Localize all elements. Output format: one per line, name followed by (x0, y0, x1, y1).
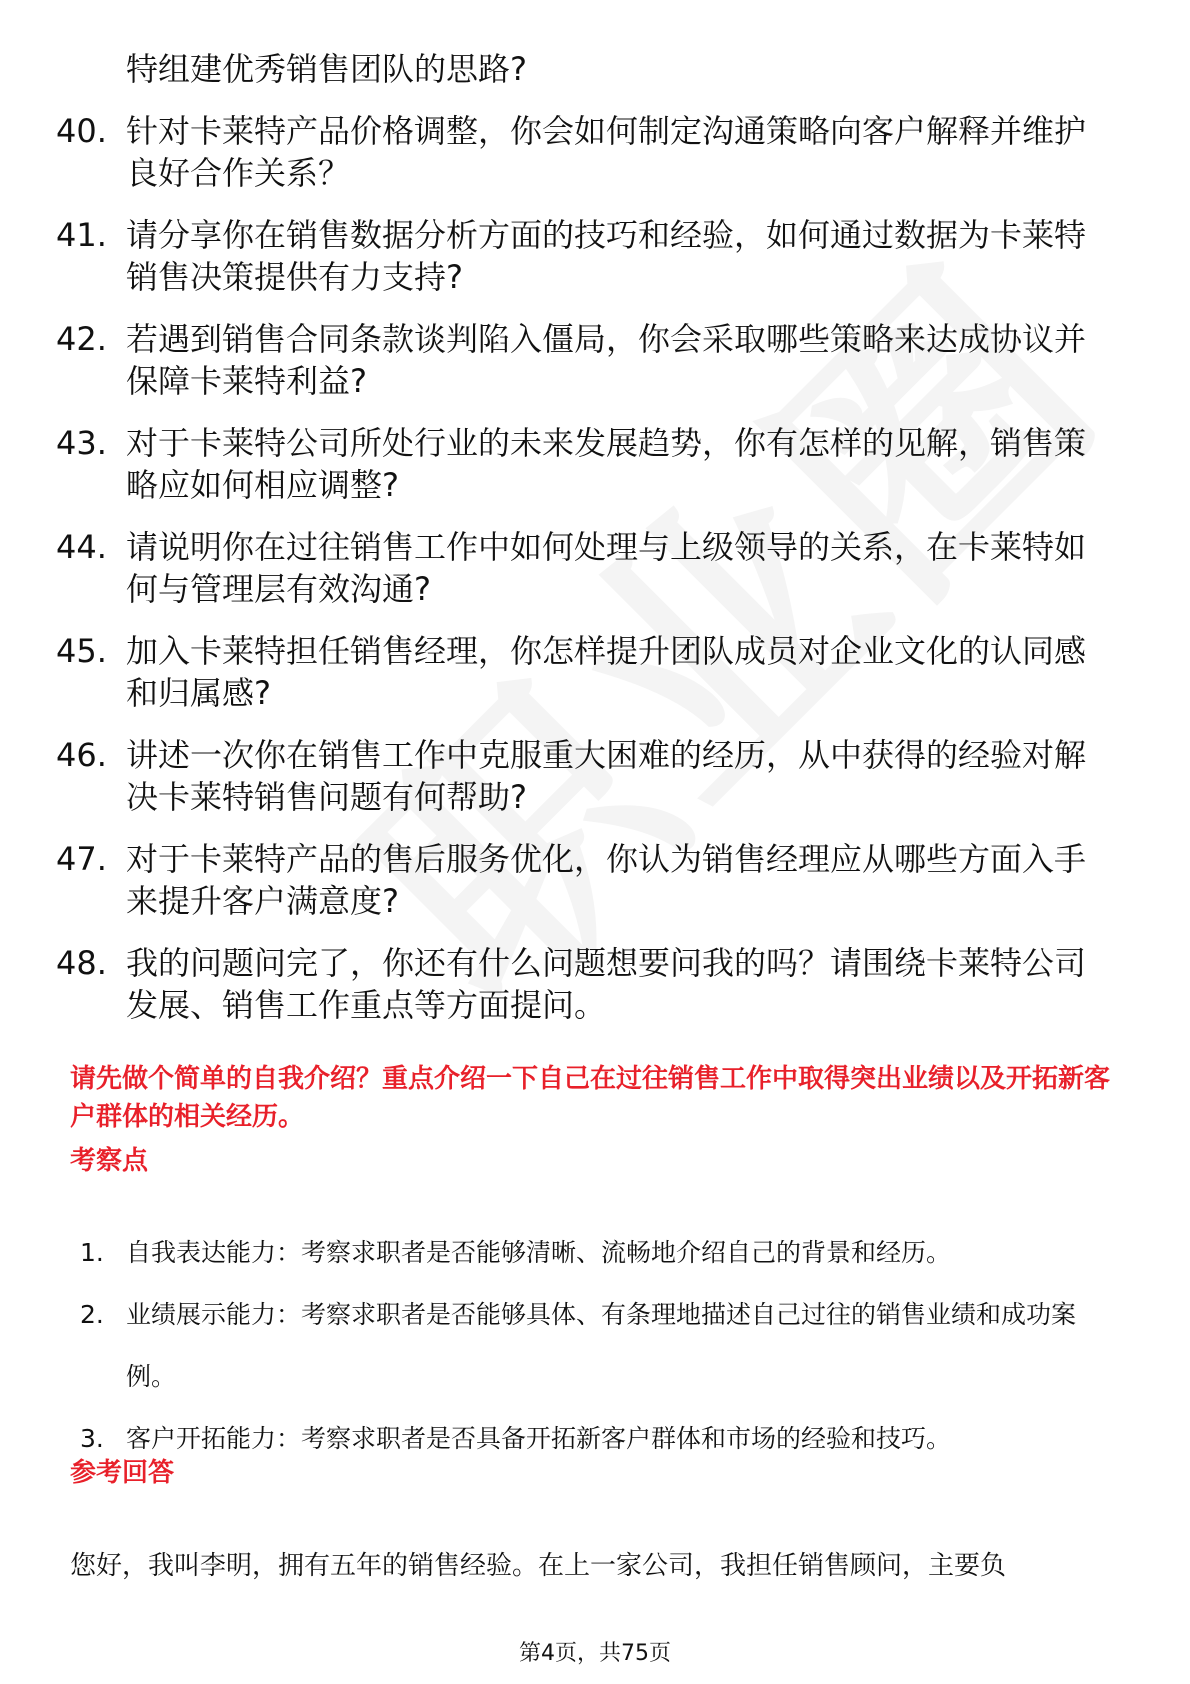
point-text: 业绩展示能力：考察求职者是否能够具体、有条理地描述自己过往的销售业绩和成功案例。 (126, 1300, 1077, 1391)
question-list (56, 48, 1116, 1046)
assess-point (80, 1222, 1120, 1284)
question-text: 针对卡莱特产品价格调整，你会如何制定沟通策略向客户解释并维护良好合作关系？ (126, 112, 1087, 192)
question-number: 46. (56, 736, 107, 774)
point-text: 自我表达能力：考察求职者是否能够清晰、流畅地介绍自己的背景和经历。 (126, 1238, 952, 1267)
question-number: 43. (56, 424, 107, 462)
question-item (56, 214, 1116, 298)
point-text: 客户开拓能力：考察求职者是否具备开拓新客户群体和市场的经验和技巧。 (126, 1424, 952, 1453)
question-number: 47. (56, 840, 107, 878)
question-text: 对于卡莱特公司所处行业的未来发展趋势，你有怎样的见解，销售策略应如何相应调整? (126, 424, 1087, 504)
question-item (56, 942, 1116, 1026)
question-text: 对于卡莱特产品的售后服务优化，你认为销售经理应从哪些方面入手来提升客户满意度? (126, 840, 1087, 920)
question-item (56, 48, 1116, 90)
reference-title: 参考回答 (70, 1458, 175, 1488)
question-item (56, 630, 1116, 714)
question-text: 请分享你在销售数据分析方面的技巧和经验，如何通过数据为卡莱特销售决策提供有力支持? (126, 216, 1087, 296)
question-number: 40. (56, 112, 107, 150)
assess-title: 考察点 (70, 1146, 149, 1176)
assess-point (80, 1284, 1120, 1408)
point-number: 3. (80, 1424, 104, 1453)
assess-point (80, 1408, 1120, 1470)
question-number: 44. (56, 528, 107, 566)
question-number: 42. (56, 320, 107, 358)
page-footer: 第4页，共75页 (519, 1641, 671, 1666)
question-item (56, 526, 1116, 610)
question-text: 加入卡莱特担任销售经理，你怎样提升团队成员对企业文化的认同感和归属感? (126, 632, 1087, 712)
question-item (56, 838, 1116, 922)
question-item (56, 110, 1116, 194)
question-number: 41. (56, 216, 107, 254)
question-item (56, 318, 1116, 402)
point-number: 1. (80, 1238, 104, 1267)
question-text: 特组建优秀销售团队的思路? (126, 50, 527, 88)
reference-answer: 您好，我叫李明，拥有五年的销售经验。在上一家公司，我担任销售顾问，主要负 (70, 1551, 1007, 1581)
question-item (56, 422, 1116, 506)
question-number: 48. (56, 944, 107, 982)
assess-points (80, 1222, 1120, 1470)
question-text: 若遇到销售合同条款谈判陷入僵局，你会采取哪些策略来达成协议并保障卡莱特利益? (126, 320, 1087, 400)
question-number: 45. (56, 632, 107, 670)
question-text: 讲述一次你在销售工作中克服重大困难的经历，从中获得的经验对解决卡莱特销售问题有何帮助? (126, 736, 1087, 816)
highlight-question: 请先做个简单的自我介绍？重点介绍一下自己在过往销售工作中取得突出业绩以及开拓新客户群体的相关经历。 (70, 1064, 1111, 1132)
point-number: 2. (80, 1300, 104, 1329)
question-text: 请说明你在过往销售工作中如何处理与上级领导的关系，在卡莱特如何与管理层有效沟通? (126, 528, 1087, 608)
question-text: 我的问题问完了，你还有什么问题想要问我的吗？请围绕卡莱特公司发展、销售工作重点等方面提问。 (126, 944, 1087, 1024)
question-item (56, 734, 1116, 818)
